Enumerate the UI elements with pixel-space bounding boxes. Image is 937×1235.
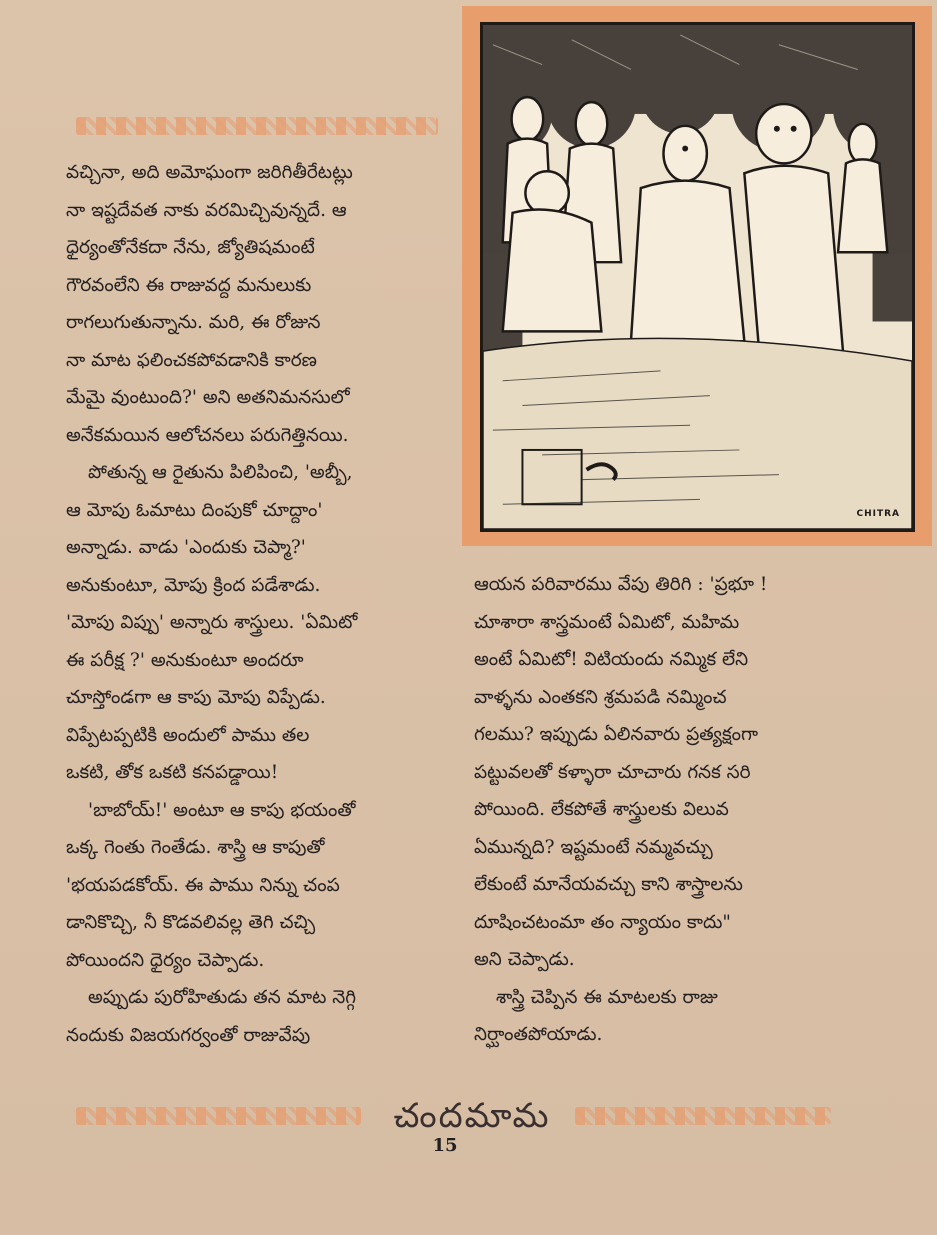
bottom-ornament-right — [575, 1107, 831, 1125]
text-line: మేమై వుంటుంది?' అని అతనిమనసులో — [66, 387, 350, 408]
text-line: అనేకమయిన ఆలోచనలు పరుగెత్తినయి. — [66, 424, 349, 446]
text-line: 'బాబోయ్!' అంటూ ఆ కాపు భయంతో — [88, 799, 356, 821]
text-line: వాళ్ళను ఎంతకని శ్రమపడి నమ్మించ — [474, 686, 727, 708]
text-line: విప్పేటప్పటికి అందులో పాము తల — [66, 724, 310, 746]
text-line: ఏమున్నది? ఇష్టమంటే నమ్మవచ్చు — [474, 836, 713, 858]
text-line: అంటే ఏమిటో! విటియందు నమ్మిక లేని — [474, 649, 749, 670]
text-line: 'భయపడకోయ్. ఈ పాము నిన్ను చంప — [66, 874, 340, 896]
text-line: నిర్ఘాంతపోయాడు. — [474, 1024, 603, 1045]
right-column — [474, 566, 874, 1054]
text-line: పోయిందని ధైర్యం చెప్పాడు. — [66, 949, 265, 971]
text-line: రాగలుగుతున్నాను. మరి, ఈ రోజున — [66, 312, 321, 333]
text-line: గలము? ఇప్పుడు ఏలినవారు ప్రత్యక్షంగా — [474, 724, 759, 745]
text-line: నా ఇష్టదేవత నాకు వరమిచ్చివున్నదే. ఆ — [66, 199, 347, 221]
text-line: పట్టువలతో కళ్ళారా చూచారు గనక సరి — [474, 761, 751, 783]
page-number: 15 — [432, 1135, 458, 1156]
text-line: అన్నాడు. వాడు 'ఎందుకు చెప్మా?' — [66, 537, 306, 558]
text-line: గౌరవంలేని ఈ రాజువద్ద మనులుకు — [66, 274, 312, 296]
text-line: నా మాట ఫలించకపోవడానికి కారణ — [66, 349, 317, 371]
artist-signature: CHITRA — [856, 509, 900, 519]
text-line: ఒకటి, తోక ఒకటి కనపడ్డాయి! — [66, 762, 279, 783]
text-line: అప్పుడు పురోహితుడు తన మాట నెగ్గి — [88, 987, 357, 1008]
text-line: వచ్చినా, అది అమోఘంగా జరిగితీరేటట్లు — [66, 162, 353, 183]
text-line: దూషించటంమా తం న్యాయం కాదు" — [474, 911, 731, 933]
magazine-title: చందమామ — [393, 1096, 551, 1136]
text-line: ఆ మోపు ఓమాటు దింపుకో చూద్దాం' — [66, 499, 323, 521]
text-line: చూశారా శాస్త్రమంటే ఏమిటో, మహిమ — [474, 611, 740, 633]
text-line: పోయింది. లేకపోతే శాస్త్రులకు విలువ — [474, 799, 729, 820]
text-line: లేకుంటే మానేయవచ్చు కాని శాస్త్రాలను — [474, 874, 743, 895]
illustration-drawing — [483, 25, 912, 529]
text-line: 'మోపు విప్పు' అన్నారు శాస్త్రులు. 'ఏమిటో — [66, 612, 358, 633]
top-ornament — [76, 117, 438, 135]
bottom-ornament-left — [76, 1107, 361, 1125]
left-column — [66, 154, 458, 1054]
text-line: ధైర్యంతోనేకదా నేను, జ్యోతిషమంటే — [66, 237, 315, 258]
text-line: నందుకు విజయగర్వంతో రాజువేపు — [66, 1024, 311, 1046]
text-line: ఈ పరీక్ష ?' అనుకుంటూ అందరూ — [66, 649, 304, 671]
text-line: అనుకుంటూ, మోపు క్రింద పడేశాడు. — [66, 574, 321, 596]
text-line: డానికొచ్చి, నీ కొడవలివల్ల తెగి చచ్చి — [66, 912, 316, 933]
text-line: పోతున్న ఆ రైతును పిలిపించి, 'అబ్బీ, — [88, 462, 353, 483]
text-line: శాస్త్రి చెప్పిన ఈ మాటలకు రాజు — [496, 986, 718, 1008]
text-line: అని చెప్పాడు. — [474, 949, 575, 970]
story-illustration — [480, 22, 915, 532]
text-line: ఒక్క గెంతు గెంతేడు. శాస్త్రి ఆ కాపుతో — [66, 837, 325, 858]
text-line: ఆయన పరివారము వేపు తిరిగి : 'ప్రభూ ! — [474, 574, 768, 595]
text-line: చూస్తోండగా ఆ కాపు మోపు విప్పేడు. — [66, 687, 326, 708]
